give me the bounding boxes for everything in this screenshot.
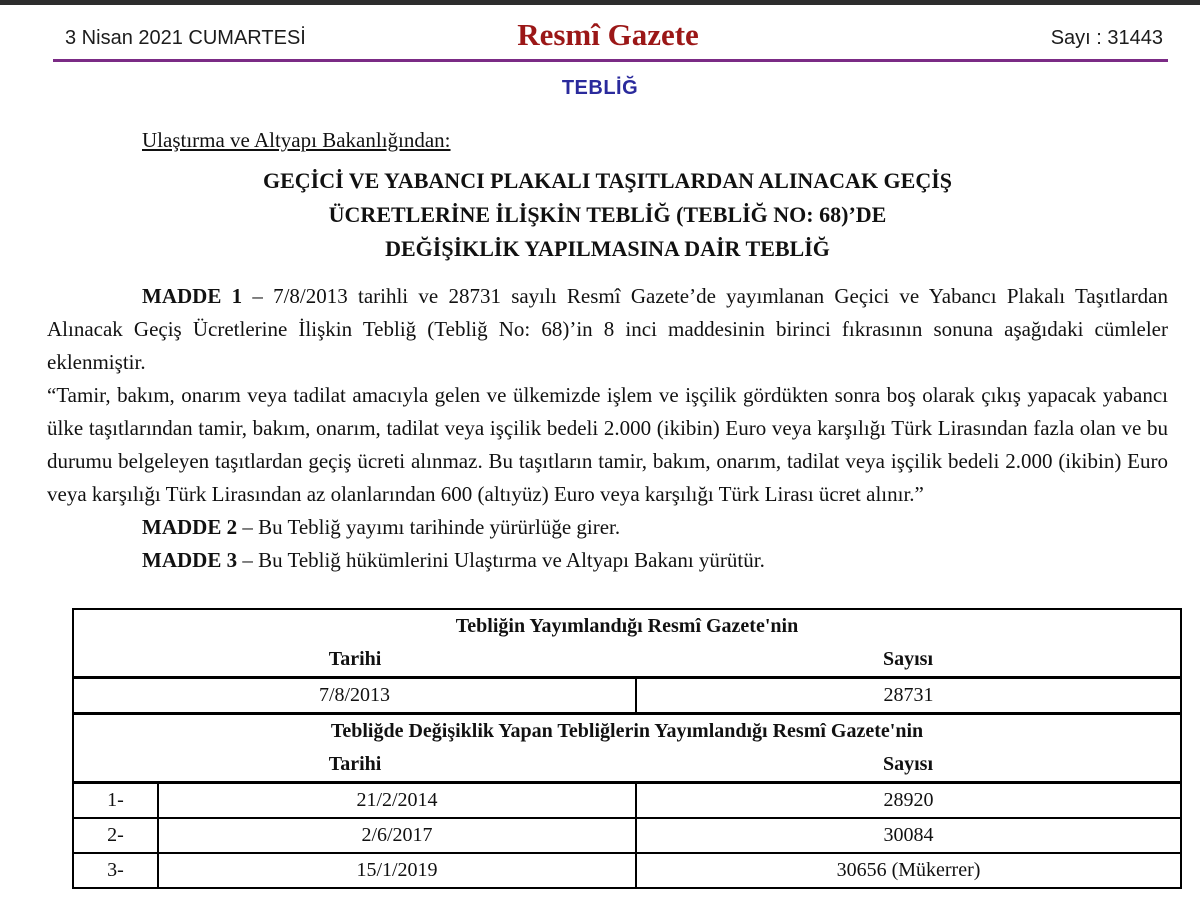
- article-3: [47, 544, 1168, 577]
- row2-date-cell: 2/6/2017: [158, 818, 636, 853]
- article-1: [47, 280, 1168, 379]
- quoted-clause-text: “Tamir, bakım, onarım veya tadilat amacıyla gelen ve ülkemizde işlem ve işçilik gördükten sonra boş olarak çıkış yapacak yabancı ülke taşıtlarından tamir, bakım, onarım, tadilat veya işçilik bedeli 2.000 (ikibin) Euro veya karşılığı Türk Lirasından fazla olan ve bu durumu belgeleyen taşıtlardan geçiş ücreti alınmaz. Bu taşıtların tamir, bakım, onarım, tadilat veya işçilik bedeli 2.000 (ikibin) Euro veya karşılığı Türk Lirasından az olanlarından 600 (altıyüz) Euro veya karşılığı Türk Lirası ücret alınır.”: [47, 383, 1168, 506]
- row3-number-cell: 3-: [73, 853, 158, 888]
- gazette-header: [53, 5, 1163, 59]
- row1-date-cell: 21/2/2014: [158, 783, 636, 819]
- article-1-label: MADDE 1: [142, 284, 243, 308]
- section1-issue-cell: 28731: [636, 678, 1181, 714]
- row1-number-cell: 1-: [73, 783, 158, 819]
- row1-issue-cell: 28920: [636, 783, 1181, 819]
- quoted-clause: [47, 379, 1168, 511]
- article-2: [47, 511, 1168, 544]
- title-line-2: ÜCRETLERİNE İLİŞKİN TEBLİĞ (TEBLİĞ NO: 68)’DE: [328, 202, 887, 227]
- article-2-text: – Bu Tebliğ yayımı tarihinde yürürlüğe girer.: [242, 515, 621, 539]
- title-line-1: GEÇİCİ VE YABANCI PLAKALI TAŞITLARDAN ALINACAK GEÇİŞ: [262, 168, 953, 193]
- section2-col-issue: Sayısı: [636, 748, 1181, 783]
- table-row: [73, 678, 1181, 714]
- table-row: [73, 609, 1181, 643]
- table-row: [73, 853, 1181, 888]
- title-line-3: DEĞİŞİKLİK YAPILMASINA DAİR TEBLİĞ: [385, 236, 830, 261]
- section2-header-cell: Tebliğde Değişiklik Yapan Tebliğlerin Yayımlandığı Resmî Gazete'nin: [330, 720, 924, 742]
- section2-col-date: Tarihi: [73, 748, 636, 783]
- section1-date-cell: 7/8/2013: [73, 678, 636, 714]
- gazette-masthead: Resmî Gazete: [517, 17, 699, 52]
- row3-issue-cell: 30656 (Mükerrer): [836, 859, 981, 881]
- row3-date-cell: 15/1/2019: [158, 853, 636, 888]
- ministry-line: Ulaştırma ve Altyapı Bakanlığından:: [142, 128, 451, 152]
- table-row: [73, 783, 1181, 819]
- document-title: [47, 164, 1168, 266]
- publication-date: 3 Nisan 2021 CUMARTESİ: [65, 27, 306, 49]
- row2-issue-cell: 30084: [636, 818, 1181, 853]
- article-3-label: MADDE 3: [142, 548, 238, 572]
- table-row: [73, 818, 1181, 853]
- section1-col-issue: Sayısı: [636, 643, 1181, 678]
- document-body: [47, 128, 1168, 889]
- article-3-text: – Bu Tebliğ hükümlerini Ulaştırma ve Altyapı Bakanı yürütür.: [242, 548, 765, 572]
- section-heading: TEBLİĞ: [561, 77, 639, 99]
- table-row: [73, 748, 1181, 783]
- table-row: [73, 714, 1181, 749]
- header-divider: [53, 59, 1168, 62]
- section1-header-cell: Tebliğin Yayımlandığı Resmî Gazete'nin: [455, 615, 799, 637]
- row2-number-cell: 2-: [73, 818, 158, 853]
- publication-info-table: [72, 608, 1182, 889]
- article-2-label: MADDE 2: [142, 515, 238, 539]
- issue-number: Sayı : 31443: [1050, 27, 1163, 49]
- article-1-text: – 7/8/2013 tarihli ve 28731 sayılı Resmî Gazete’de yayımlanan Geçici ve Yabancı Plakalı Taşıtlardan Alınacak Geçiş Ücretlerine İlişkin Tebliğ (Tebliğ No: 68)’in 8 inci maddesinin birinci fıkrasının sonuna aşağıdaki cümleler eklenmiştir.: [47, 284, 1169, 374]
- table-row: [73, 643, 1181, 678]
- section1-col-date: Tarihi: [73, 643, 636, 678]
